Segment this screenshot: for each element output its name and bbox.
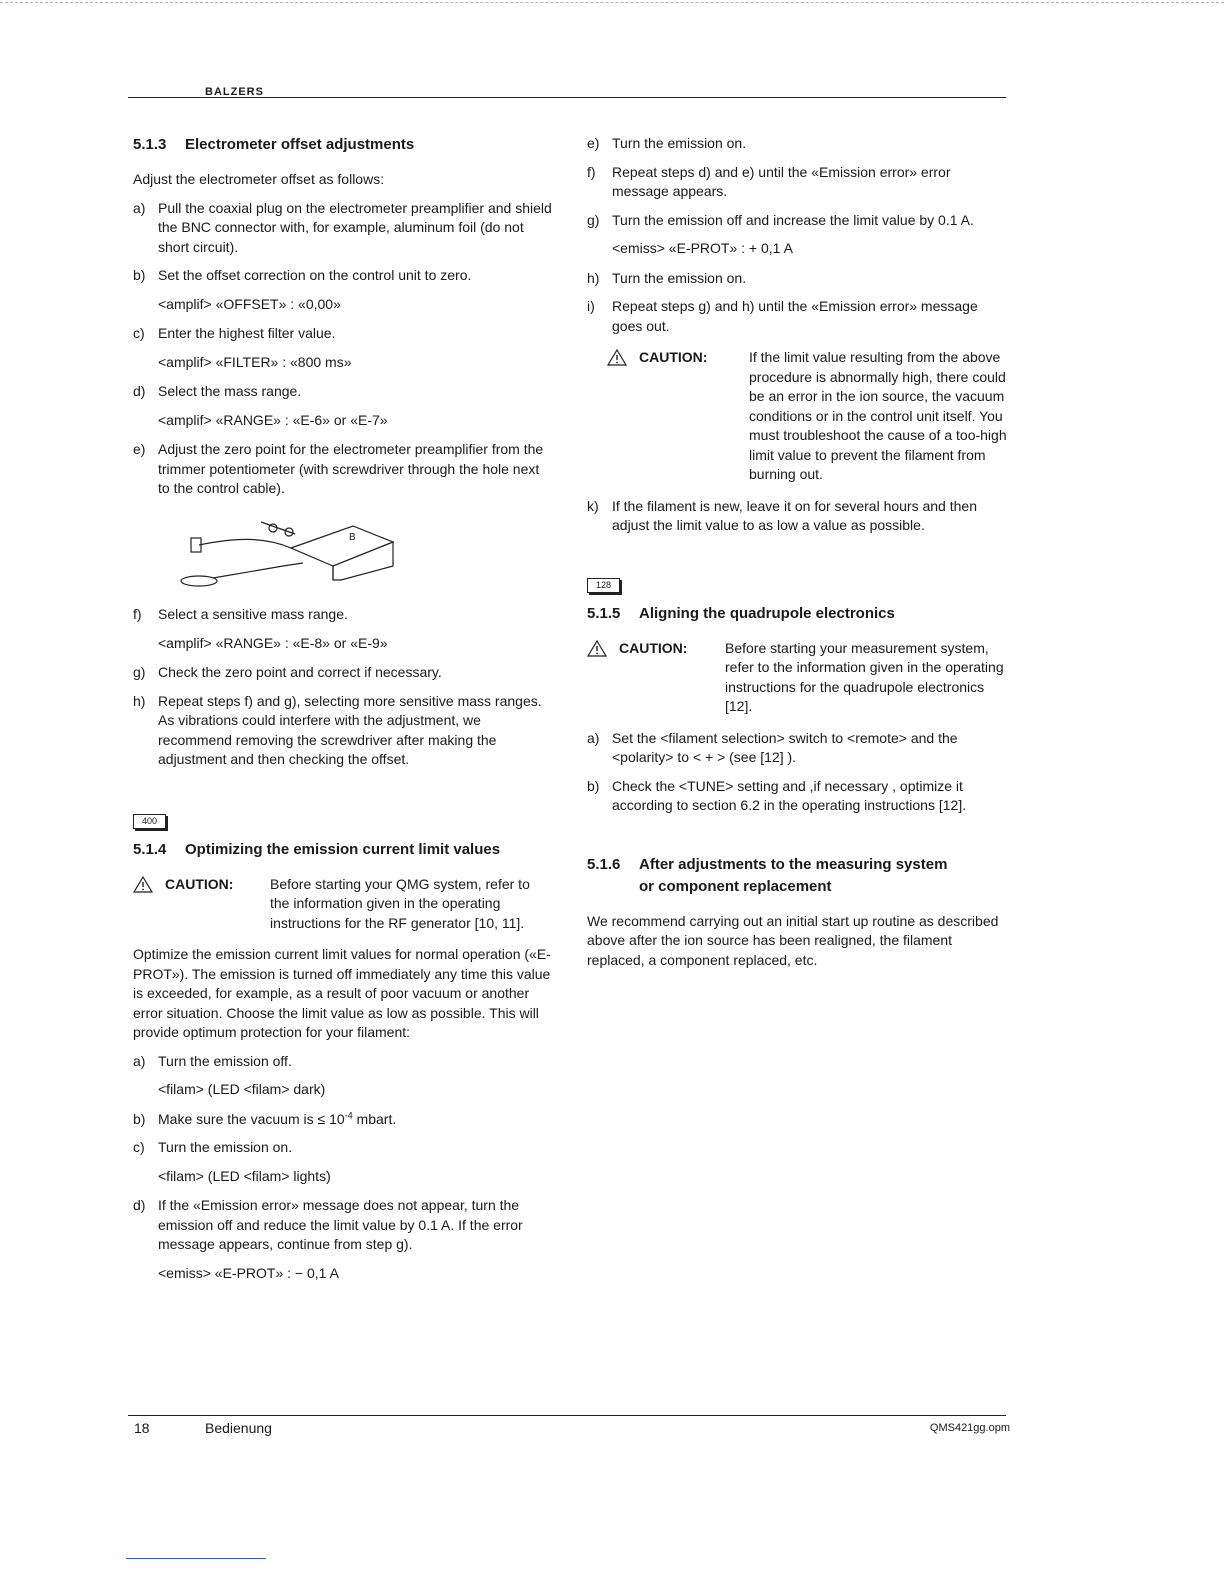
section-5-1-3-intro: Adjust the electrometer offset as follows: (133, 171, 385, 187)
section-5-1-6-text: We recommend carrying out an initial start up routine as described above after the ion source has been realigned, the filament replaced, a component replaced, etc. (587, 912, 999, 968)
section-5-1-6-heading: 5.1.6 After adjustments to the measuring system or component replacement (587, 855, 948, 895)
command-filam-lights: <filam> (LED <filam> lights) (158, 1167, 331, 1184)
footnote-separator (126, 1558, 266, 1559)
step-g: g) Turn the emission off and increase the limit value by 0.1 A. (587, 211, 974, 228)
warning-triangle-icon (133, 876, 153, 893)
step-d: d) If the «Emission error» message does not appear, turn the emission off and reduce the limit value by 0.1 A. If the error message appears, continue from step g). (133, 1197, 523, 1252)
brand-name: BALZERS (205, 86, 264, 98)
step-h: h) Repeat steps f) and g), selecting more sensitive mass ranges. As vibrations could interfere with the adjustment, we recommend removing the screwdriver after making the adjustment and then checking the offset. (133, 692, 542, 767)
step-a: a) Set the <filament selection> switch to <remote> and the <polarity> to < + > (see [12] ). (587, 729, 958, 765)
left-column (133, 134, 553, 1293)
reference-box-400: 400 (133, 814, 166, 829)
screwdriver-preamplifier-illustration (173, 508, 413, 588)
footer-filename: QMS421gg.opm (929, 1422, 1010, 1434)
step-e: e) Turn the emission on. (587, 135, 747, 151)
step-a: a) Pull the coaxial plug on the electrometer preamplifier and shield the BNC connector with, for example, aluminum foil (do not short circuit). (133, 199, 552, 255)
section-5-1-4-heading: 5.1.4 Optimizing the emission current limit values (133, 840, 501, 858)
command-eprot-plus: <emiss> «E-PROT» : + 0,1 A (612, 240, 793, 256)
step-f: f) Select a sensitive mass range. (133, 606, 348, 622)
section-5-1-3-heading: 5.1.3 Electrometer offset adjustments (133, 136, 415, 153)
command-filter: <amplif> «FILTER» : «800 ms» (158, 353, 352, 370)
step-b: b) Set the offset correction on the control unit to zero. (133, 267, 472, 283)
step-k: k) If the filament is new, leave it on for several hours and then adjust the limit value to as low a value as possible. (587, 497, 977, 533)
step-g: g) Check the zero point and correct if necessary. (133, 664, 442, 680)
step-a: a) Turn the emission off. (133, 1052, 292, 1069)
warning-triangle-icon (607, 349, 627, 366)
step-f: f) Repeat steps d) and e) until the «Emission error» error message appears. (587, 163, 951, 199)
page-number: 18 (134, 1420, 150, 1436)
warning-triangle-icon (587, 640, 607, 657)
footer-section: Bedienung (205, 1420, 272, 1436)
footer-rule (128, 1415, 1006, 1416)
step-d: d) Select the mass range. (133, 383, 302, 399)
step-b: b) Check the <TUNE> setting and ,if necessary , optimize it according to section 6.2 in the operating instructions [12]. (587, 777, 967, 813)
figure-label: B (349, 531, 356, 543)
step-c: c) Turn the emission on. (133, 1139, 293, 1155)
command-range-sensitive: <amplif> «RANGE» : «E-8» or «E-9» (158, 634, 388, 651)
command-filam-dark: <filam> (LED <filam> dark) (158, 1081, 326, 1097)
scan-top-line (0, 2, 1224, 3)
step-i: i) Repeat steps g) and h) until the «Emission error» message goes out. (587, 298, 978, 334)
caution-block: CAUTION: Before starting your measurement system, refer to the information given in the operating instructions for the quadrupole electronics [12]. (587, 639, 1007, 717)
section-5-1-4-intro: Optimize the emission current limit values for normal operation («E-PROT»). The emission is turned off immediately any time this value is exceeded, for example, as a result of poor vacuum or another error situation. Choose the limit value as low as possible. This will provide optimum protection for your filament: (133, 946, 551, 1040)
right-column (587, 134, 1007, 979)
command-eprot-minus: <emiss> «E-PROT» : − 0,1 A (158, 1264, 339, 1281)
step-b: b) Make sure the vacuum is ≤ $10^{-4}$ mbart. (133, 1109, 397, 1127)
step-c: c) Enter the highest filter value. (133, 325, 336, 341)
command-range: <amplif> «RANGE» : «E-6» or «E-7» (158, 411, 388, 428)
header-rule (128, 97, 1006, 98)
caution-block: CAUTION: Before starting your QMG system, refer to the information given in the operating instructions for the RF generator [10, 11]. (133, 875, 553, 934)
preamplifier-figure (173, 508, 553, 594)
step-h: h) Turn the emission on. (587, 269, 747, 286)
step-e: e) Adjust the zero point for the electrometer preamplifier from the trimmer potentiometer (with screwdriver through the hole next to the control cable). (133, 441, 544, 496)
reference-box-128: 128 (587, 578, 620, 593)
section-5-1-5-heading: 5.1.5 Aligning the quadrupole electronics (587, 604, 895, 622)
command-offset: <amplif> «OFFSET» : «0,00» (158, 295, 341, 312)
caution-block: CAUTION: If the limit value resulting from the above procedure is abnormally high, there could be an error in the ion source, the vacuum conditions or in the control unit itself. You must troubleshoot the cause of a too-high limit value to prevent the filament from burning out. (607, 348, 1007, 485)
